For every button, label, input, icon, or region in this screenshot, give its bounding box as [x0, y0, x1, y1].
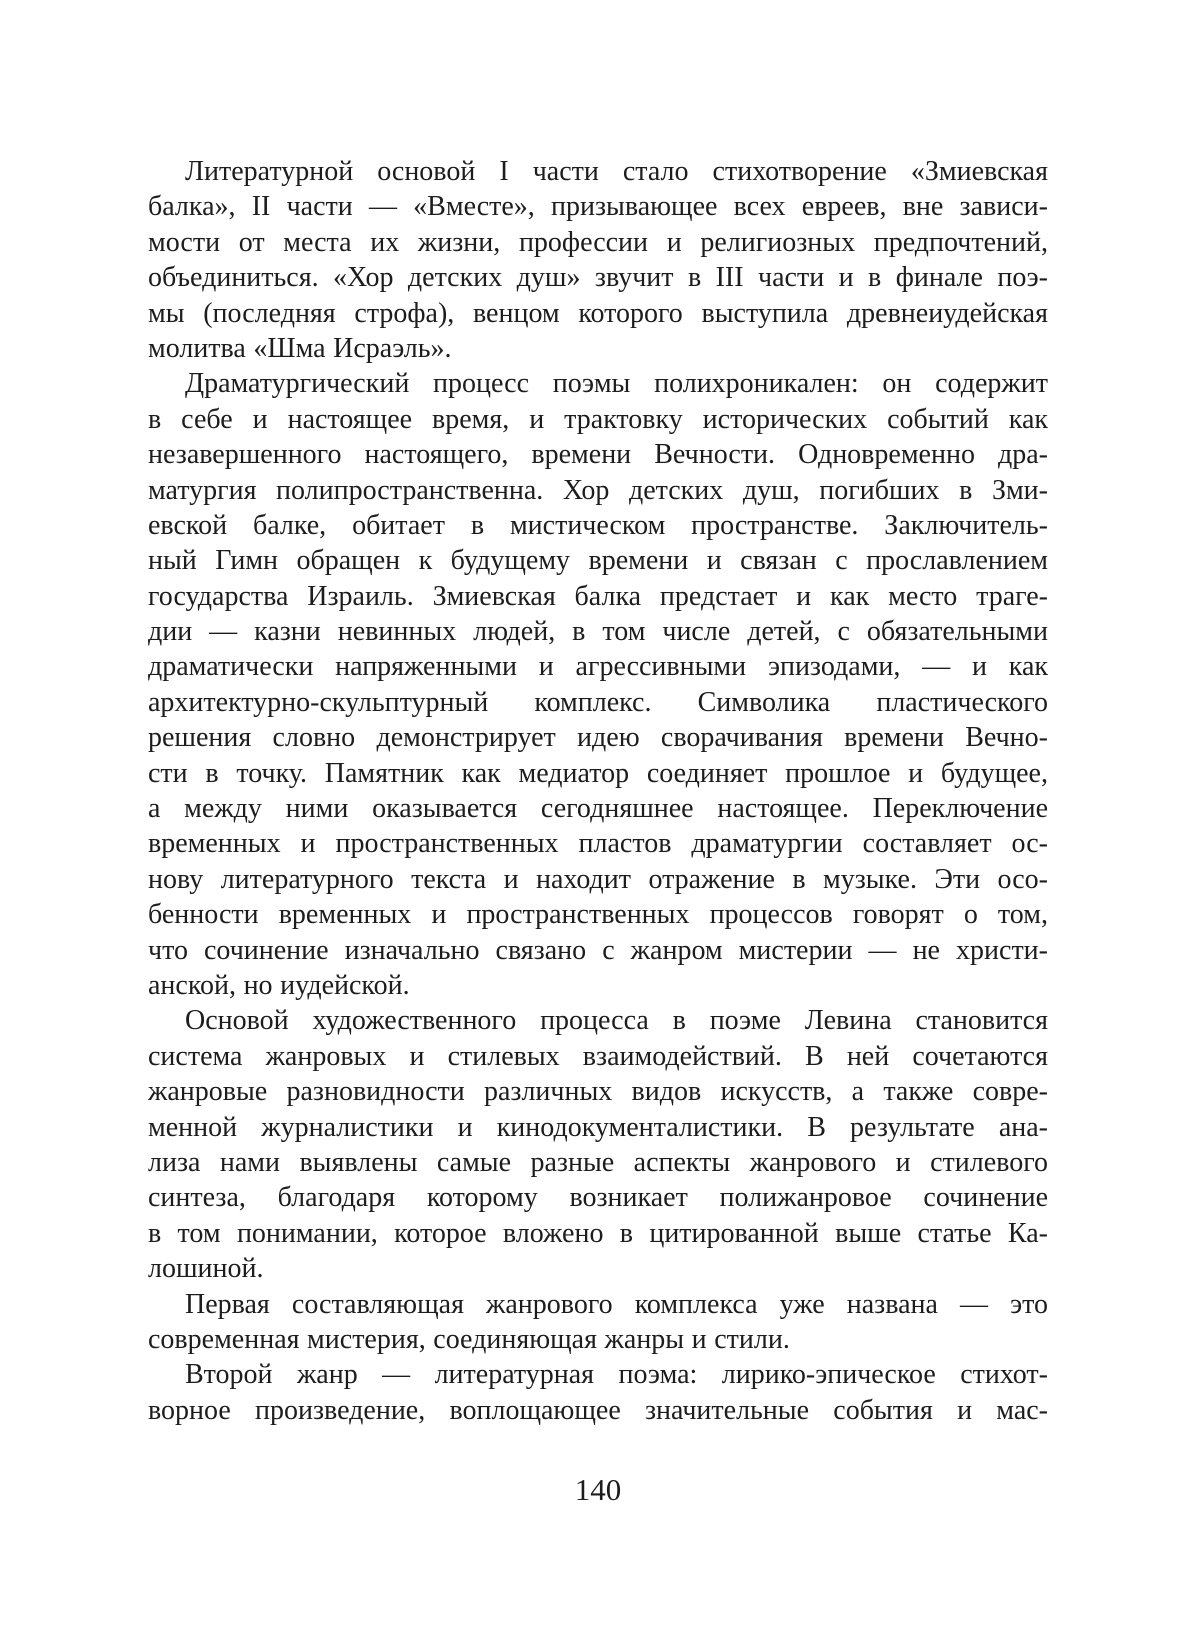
text-line: система жанровых и стилевых взаимодействий. В ней сочетаются: [148, 1040, 1048, 1072]
text-line: современная мистерия, соединяющая жанры и стили.: [148, 1323, 790, 1355]
text-line: балка», II части — «Вместе», призывающее всех евреев, вне зависи-: [148, 191, 1048, 223]
text-line: анской, но иудейской.: [148, 969, 410, 1001]
text-line: что сочинение изначально связано с жанром мистерии — не христи-: [148, 934, 1048, 966]
text-line: временных и пространственных пластов драматургии составляет ос-: [148, 828, 1048, 860]
paragraph: [148, 1003, 1048, 1286]
text-line: в том понимании, которое вложено в цитированной выше статье Ка-: [148, 1217, 1048, 1249]
text-line: молитва «Шма Исраэль».: [148, 332, 452, 364]
text-line: сти в точку. Памятник как медиатор соединяет прошлое и будущее,: [148, 757, 1048, 789]
text-line: Драматургический процесс поэмы полихроникален: он содержит: [185, 368, 1048, 400]
text-line: Литературной основой I части стало стихотворение «Змиевская: [185, 156, 1048, 187]
text-line: незавершенного настоящего, времени Вечности. Одновременно дра-: [148, 439, 1048, 471]
text-line: бенности временных и пространственных процессов говорят о том,: [148, 899, 1048, 931]
text-line: Первая составляющая жанрового комплекса уже названа — это: [185, 1288, 1048, 1320]
text-line: решения словно демонстрирует идею сворачивания времени Вечно-: [148, 722, 1048, 754]
text-line: менной журналистики и кинодокументалистики. В результате ана-: [148, 1111, 1048, 1143]
body-text: [148, 154, 1048, 1508]
text-line: а между ними оказывается сегодняшнее настоящее. Переключение: [148, 793, 1048, 825]
text-line: государства Израиль. Змиевская балка предстает и как место траге-: [148, 580, 1048, 612]
text-line: объединиться. «Хор детских душ» звучит в III части и в финале поэ-: [148, 262, 1048, 294]
text-line: лиза нами выявлены самые разные аспекты жанрового и стилевого: [148, 1146, 1048, 1178]
text-line: синтеза, благодаря которому возникает полижанровое сочинение: [148, 1182, 1048, 1214]
text-line: в себе и настоящее время, и трактовку исторических событий как: [148, 403, 1048, 435]
text-line: мы (последняя строфа), венцом которого выступила древнеиудейская: [148, 297, 1048, 329]
paragraph: [148, 366, 1048, 1003]
paragraph: [148, 1287, 1048, 1358]
text-line: нову литературного текста и находит отражение в музыке. Эти осо-: [148, 863, 1048, 895]
text-line: ный Гимн обращен к будущему времени и связан с прославлением: [148, 545, 1048, 577]
text-line: мости от места их жизни, профессии и религиозных предпочтений,: [148, 226, 1048, 258]
text-line: Второй жанр — литературная поэма: лирико-эпическое стихот-: [185, 1359, 1048, 1391]
paragraphs-container: [148, 154, 1048, 1428]
text-line: ворное произведение, воплощающее значительные события и мас-: [148, 1394, 1048, 1426]
text-line: Основой художественного процесса в поэме Левина становится: [185, 1005, 1048, 1037]
text-line: матургия полипространственна. Хор детских душ, погибших в Зми-: [148, 474, 1048, 506]
paragraph: [148, 1357, 1048, 1428]
text-line: дии — казни невинных людей, в том числе детей, с обязательными: [148, 616, 1048, 648]
text-line: лошиной.: [148, 1253, 264, 1285]
text-line: жанровые разновидности различных видов искусств, а также совре-: [148, 1076, 1048, 1108]
text-line: драматически напряженными и агрессивными эпизодами, — и как: [148, 651, 1048, 683]
paragraph: [148, 154, 1048, 366]
text-line: евской балке, обитает в мистическом пространстве. Заключитель-: [148, 509, 1048, 541]
text-line: архитектурно-скульптурный комплекс. Символика пластического: [148, 686, 1048, 718]
page-number: 140: [574, 1472, 622, 1508]
